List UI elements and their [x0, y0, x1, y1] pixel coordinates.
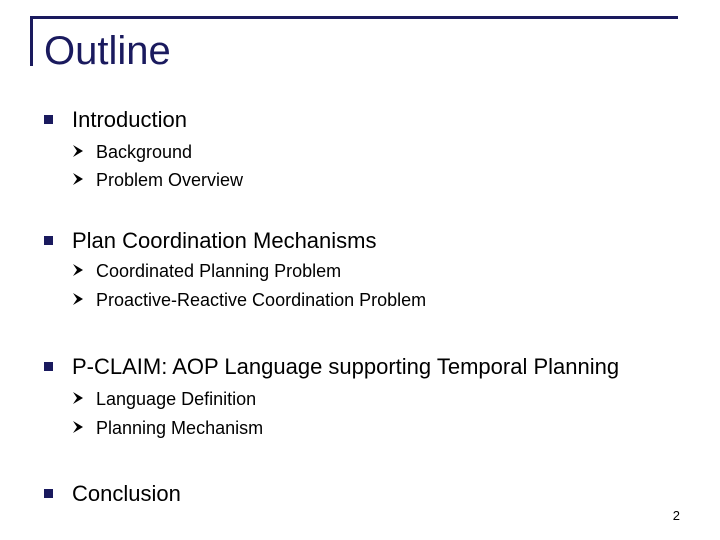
arrowhead-bullet-icon: [72, 144, 84, 158]
outline-subitem-language-definition: [0, 386, 720, 412]
outline-item-introduction: [0, 104, 720, 136]
arrowhead-bullet-icon: [72, 391, 84, 405]
outline-subitem-coordinated-planning: [0, 258, 720, 284]
outline-subitem-planning-mechanism: [0, 415, 720, 441]
outline-subitem-proactive-reactive: [0, 287, 720, 313]
outline-subitem-label: Proactive-Reactive Coordination Problem: [96, 290, 427, 310]
outline-item-plan-coordination: [0, 225, 720, 257]
arrowhead-bullet-icon: [72, 292, 84, 306]
arrowhead-bullet-icon: [72, 420, 84, 434]
outline-item-label: Plan Coordination Mechanisms: [72, 228, 377, 253]
square-bullet-icon: [44, 115, 53, 124]
title-frame-top-rule: [30, 16, 678, 19]
outline-subitem-problem-overview: [0, 167, 720, 193]
title-frame-left-rule: [30, 16, 33, 66]
outline-subitem-label: Problem Overview: [96, 170, 244, 190]
arrowhead-bullet-icon: [72, 263, 84, 277]
outline-subitem-background: [0, 139, 720, 165]
square-bullet-icon: [44, 362, 53, 371]
slide-title: Outline: [44, 29, 171, 73]
page-number: 2: [672, 508, 680, 523]
square-bullet-icon: [44, 489, 53, 498]
square-bullet-icon: [44, 236, 53, 245]
outline-subitem-label: Background: [96, 142, 193, 162]
outline-item-label: P-CLAIM: AOP Language supporting Temporal Planning: [72, 354, 620, 379]
outline-subitem-label: Planning Mechanism: [96, 418, 264, 438]
outline-item-conclusion: [0, 478, 720, 510]
arrowhead-bullet-icon: [72, 172, 84, 186]
outline-subitem-label: Language Definition: [96, 389, 257, 409]
outline-item-label: Introduction: [72, 107, 187, 132]
outline-item-p-claim: [0, 351, 720, 383]
outline-subitem-label: Coordinated Planning Problem: [96, 261, 342, 281]
outline-item-label: Conclusion: [72, 481, 181, 506]
